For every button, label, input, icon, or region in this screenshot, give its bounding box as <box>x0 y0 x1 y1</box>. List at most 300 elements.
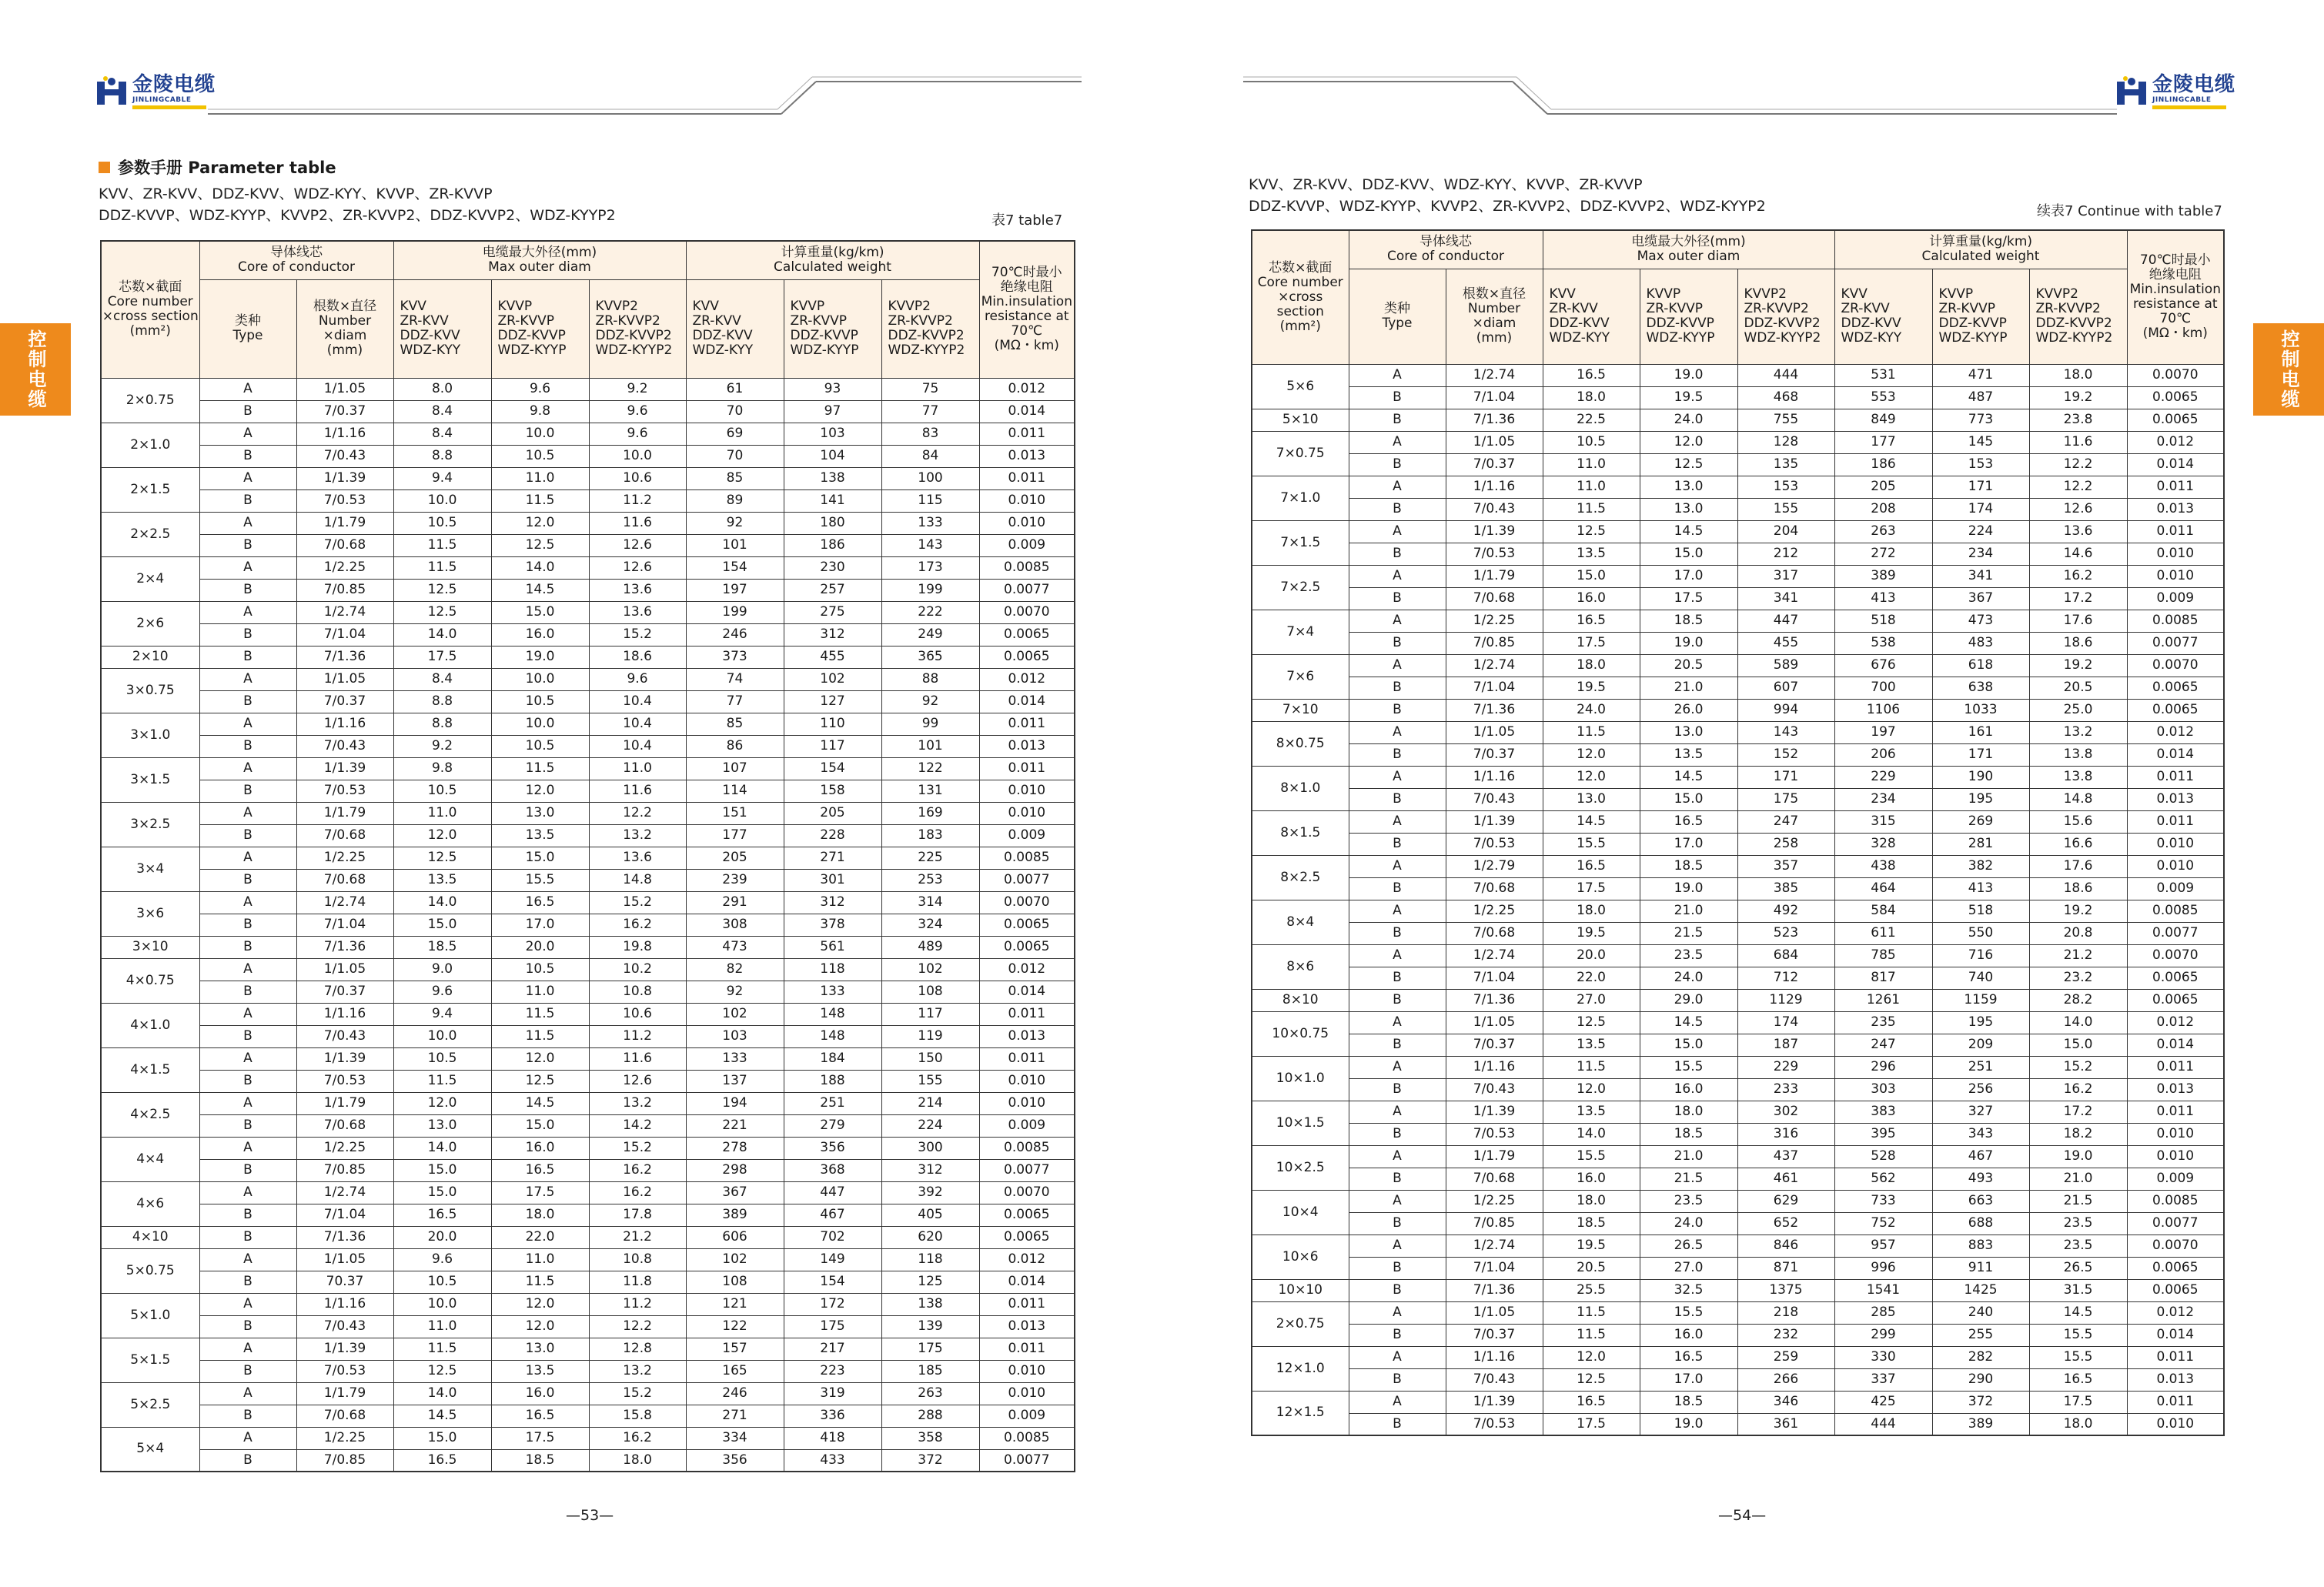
table-cell: B <box>199 646 296 668</box>
table-cell: 8.0 <box>393 378 491 400</box>
table-cell: 7/0.37 <box>1446 1034 1543 1056</box>
table-cell: 301 <box>784 869 881 891</box>
table-cell: 455 <box>1737 632 1834 654</box>
table-cell: 217 <box>784 1338 881 1360</box>
header-max-outer-diam-line: 电缆最大外径(mm) <box>1631 234 1746 250</box>
table-cell: 0.011 <box>979 1003 1075 1025</box>
table-cell: 372 <box>1932 1391 2029 1413</box>
header-number-diam-line: ×diam <box>323 328 367 343</box>
table-cell: A <box>199 1293 296 1315</box>
table-cell: 12.0 <box>491 1047 589 1070</box>
table-cell: 229 <box>1737 1056 1834 1078</box>
table-cell: 17.2 <box>2029 587 2127 610</box>
table-cell: 11.2 <box>589 1293 686 1315</box>
table-cell: B <box>1349 1212 1446 1235</box>
table-cell: 0.009 <box>979 534 1075 556</box>
table-cell: 7/0.37 <box>1446 1324 1543 1346</box>
table-cell: 16.2 <box>589 1159 686 1181</box>
table-cell: B <box>1349 788 1446 810</box>
table-cell: 249 <box>881 623 979 646</box>
header-col-kvv-line: WDZ-KYY <box>400 342 461 358</box>
table-cell: 11.5 <box>393 534 491 556</box>
table-cell: 291 <box>686 891 784 914</box>
table-cell: 0.013 <box>979 1025 1075 1047</box>
table-cell: 1/1.16 <box>1446 766 1543 788</box>
table-cell: 114 <box>686 780 784 802</box>
header-insulation-resistance-line: (MΩ・km) <box>2142 326 2208 342</box>
core-spec-cell: 8×6 <box>1252 944 1349 989</box>
table-row <box>1252 654 2224 677</box>
table-cell: 817 <box>1834 967 1932 989</box>
table-cell: 16.2 <box>589 1181 686 1204</box>
table-cell: 7/1.04 <box>1446 386 1543 409</box>
table-cell: 8.8 <box>393 713 491 735</box>
table-cell: 17.6 <box>2029 610 2127 632</box>
table-cell: 108 <box>686 1271 784 1293</box>
table-cell: A <box>1349 1056 1446 1078</box>
table-cell: 18.5 <box>1640 610 1737 632</box>
header-col-kvvp2-line: WDZ-KYYP2 <box>2035 330 2113 346</box>
header-max-outer-diam-line: 电缆最大外径(mm) <box>482 245 597 261</box>
table-cell: 10.4 <box>589 690 686 713</box>
table-cell: B <box>199 869 296 891</box>
table-cell: 20.5 <box>1640 654 1737 677</box>
table-cell: 0.013 <box>2127 498 2224 520</box>
table-cell: 712 <box>1737 967 1834 989</box>
table-cell: 13.5 <box>491 824 589 847</box>
core-spec-cell: 7×2.5 <box>1252 565 1349 610</box>
header-insulation-resistance-line: Min.insulation <box>981 294 1072 310</box>
table-cell: 1/1.39 <box>296 467 393 489</box>
table-row <box>101 802 1075 824</box>
table-cell: B <box>199 1070 296 1092</box>
table-cell: 138 <box>784 467 881 489</box>
header-max-outer-diam <box>1543 230 1834 269</box>
table-cell: 8.4 <box>393 400 491 423</box>
table-cell: 11.5 <box>491 1025 589 1047</box>
table-cell: 0.0065 <box>979 646 1075 668</box>
core-spec-cell: 10×1.5 <box>1252 1101 1349 1145</box>
table-cell: 224 <box>1932 520 2029 543</box>
header-col-kvv-line: DDZ-KVV <box>1841 316 1901 331</box>
core-spec-cell: 7×1.5 <box>1252 520 1349 565</box>
table-cell: 205 <box>1834 476 1932 498</box>
table-cell: 257 <box>784 579 881 601</box>
table-cell: 174 <box>1932 498 2029 520</box>
table-cell: B <box>1349 833 1446 855</box>
table-cell: 104 <box>784 445 881 467</box>
table-cell: 7/0.43 <box>296 735 393 757</box>
table-cell: 0.013 <box>2127 1368 2224 1391</box>
table-cell: 259 <box>1737 1346 1834 1368</box>
table-cell: 0.0065 <box>2127 1279 2224 1301</box>
table-cell: 16.0 <box>1640 1324 1737 1346</box>
table-cell: 7/0.85 <box>1446 632 1543 654</box>
table-cell: B <box>1349 877 1446 900</box>
table-cell: 16.0 <box>1543 587 1640 610</box>
table-cell: 10.5 <box>491 445 589 467</box>
table-cell: 138 <box>881 1293 979 1315</box>
header-col-kvv-line: WDZ-KYY <box>1841 330 1902 346</box>
table-cell: 7/0.68 <box>296 534 393 556</box>
table-cell: A <box>199 601 296 623</box>
core-spec-cell: 3×1.5 <box>101 757 199 802</box>
table-cell: 444 <box>1834 1413 1932 1435</box>
header-col-kvvp2-line: KVVP2 <box>888 299 931 314</box>
table-cell: 7/1.36 <box>1446 409 1543 431</box>
table-cell: 133 <box>784 981 881 1003</box>
core-spec-cell: 5×2.5 <box>101 1382 199 1427</box>
table-cell: 12.0 <box>1543 766 1640 788</box>
table-cell: 24.0 <box>1543 699 1640 721</box>
header-col-kvvp2 <box>881 279 979 378</box>
table-cell: B <box>199 735 296 757</box>
header-col-kvv-line: ZR-KVV <box>1549 301 1598 316</box>
header-col-kvvp2-line: WDZ-KYYP2 <box>595 342 673 358</box>
table-cell: 0.0085 <box>979 847 1075 869</box>
table-cell: 740 <box>1932 967 2029 989</box>
table-cell: 77 <box>881 400 979 423</box>
table-cell: 12.6 <box>589 1070 686 1092</box>
header-core-number <box>1252 230 1349 364</box>
table-cell: 16.5 <box>1640 810 1737 833</box>
table-cell: 197 <box>1834 721 1932 743</box>
table-cell: B <box>199 1159 296 1181</box>
header-conductor <box>1349 230 1543 269</box>
header-col-kvvp <box>784 279 881 378</box>
table-cell: 22.5 <box>1543 409 1640 431</box>
table-cell: 187 <box>1737 1034 1834 1056</box>
table-cell: 15.0 <box>393 1159 491 1181</box>
table-cell: 10.8 <box>589 981 686 1003</box>
table-cell: 1/1.05 <box>1446 721 1543 743</box>
table-cell: B <box>199 1025 296 1047</box>
table-cell: 12.5 <box>1543 520 1640 543</box>
table-row <box>1252 1257 2224 1279</box>
table-cell: 175 <box>881 1338 979 1360</box>
table-cell: A <box>1349 1235 1446 1257</box>
table-cell: 17.5 <box>1543 877 1640 900</box>
core-spec-cell: 3×0.75 <box>101 668 199 713</box>
table-cell: 0.0065 <box>2127 386 2224 409</box>
table-cell: 0.010 <box>2127 855 2224 877</box>
table-cell: 389 <box>1932 1413 2029 1435</box>
core-spec-cell: 10×4 <box>1252 1190 1349 1235</box>
table-cell: 97 <box>784 400 881 423</box>
table-cell: 117 <box>784 735 881 757</box>
table-cell: 1/1.16 <box>296 713 393 735</box>
table-cell: 154 <box>784 1271 881 1293</box>
table-row <box>101 467 1075 489</box>
table-cell: 152 <box>1737 743 1834 766</box>
table-cell: 122 <box>881 757 979 780</box>
table-cell: 0.0077 <box>2127 632 2224 654</box>
table-cell: 0.0085 <box>979 1427 1075 1449</box>
table-row <box>1252 543 2224 565</box>
table-cell: 230 <box>784 556 881 579</box>
table-cell: 84 <box>881 445 979 467</box>
table-cell: 846 <box>1737 1235 1834 1257</box>
header-core-number <box>101 241 199 378</box>
table-row <box>101 579 1075 601</box>
table-cell: 15.5 <box>2029 1324 2127 1346</box>
table-row <box>101 623 1075 646</box>
core-spec-cell: 7×4 <box>1252 610 1349 654</box>
table-cell: 88 <box>881 668 979 690</box>
table-cell: 405 <box>881 1204 979 1226</box>
table-cell: 317 <box>1737 565 1834 587</box>
table-cell: 19.0 <box>2029 1145 2127 1168</box>
table-cell: 550 <box>1932 922 2029 944</box>
table-cell: 10.5 <box>1543 431 1640 453</box>
table-cell: 638 <box>1932 677 2029 699</box>
table-cell: 21.5 <box>1640 922 1737 944</box>
table-row <box>101 1070 1075 1092</box>
table-cell: 9.6 <box>589 668 686 690</box>
table-cell: 464 <box>1834 877 1932 900</box>
table-cell: B <box>1349 1279 1446 1301</box>
header-insulation-resistance-line: 70℃时最小 <box>991 265 1062 281</box>
table-cell: B <box>1349 632 1446 654</box>
table-cell: 103 <box>686 1025 784 1047</box>
table-cell: 70.37 <box>296 1271 393 1293</box>
table-cell: 7/0.37 <box>1446 743 1543 766</box>
core-spec-cell: 8×10 <box>1252 989 1349 1011</box>
table-cell: B <box>1349 386 1446 409</box>
core-spec-cell: 12×1.0 <box>1252 1346 1349 1391</box>
table-cell: 0.0077 <box>979 1449 1075 1472</box>
core-spec-cell: 8×1.5 <box>1252 810 1349 855</box>
table-cell: 1/1.16 <box>296 1003 393 1025</box>
table-cell: 11.0 <box>1543 476 1640 498</box>
table-cell: 0.010 <box>979 512 1075 534</box>
table-cell: 234 <box>1932 543 2029 565</box>
core-spec-cell: 10×1.0 <box>1252 1056 1349 1101</box>
table-cell: 523 <box>1737 922 1834 944</box>
table-cell: 23.8 <box>2029 409 2127 431</box>
table-cell: B <box>199 489 296 512</box>
table-cell: 19.2 <box>2029 900 2127 922</box>
table-cell: 281 <box>1932 833 2029 855</box>
table-cell: 0.0085 <box>979 556 1075 579</box>
table-cell: 1/2.74 <box>296 1181 393 1204</box>
table-cell: 11.8 <box>589 1271 686 1293</box>
table-cell: A <box>1349 565 1446 587</box>
table-cell: 0.011 <box>979 423 1075 445</box>
table-cell: 528 <box>1834 1145 1932 1168</box>
table-cell: 9.6 <box>393 981 491 1003</box>
table-cell: 1261 <box>1834 989 1932 1011</box>
table-cell: 473 <box>1932 610 2029 632</box>
table-cell: 492 <box>1737 900 1834 922</box>
header-number-diam <box>296 279 393 378</box>
table-row <box>101 423 1075 445</box>
table-cell: 0.011 <box>979 467 1075 489</box>
table-row <box>1252 967 2224 989</box>
table-cell: B <box>1349 543 1446 565</box>
table-row <box>101 1181 1075 1204</box>
table-cell: B <box>1349 677 1446 699</box>
table-cell: 0.013 <box>979 445 1075 467</box>
table-cell: 21.0 <box>1640 1145 1737 1168</box>
table-row <box>101 757 1075 780</box>
table-cell: 334 <box>686 1427 784 1449</box>
table-cell: 7/0.68 <box>296 869 393 891</box>
table-cell: 7/1.04 <box>1446 967 1543 989</box>
table-cell: 15.0 <box>491 847 589 869</box>
page-number-left: —53— <box>566 1507 614 1524</box>
table-cell: B <box>1349 1413 1446 1435</box>
table-cell: 0.0070 <box>2127 944 2224 967</box>
table-row <box>101 646 1075 668</box>
table-cell: 16.5 <box>2029 1368 2127 1391</box>
table-cell: 0.010 <box>2127 1413 2224 1435</box>
table-cell: 702 <box>784 1226 881 1248</box>
table-cell: 0.010 <box>979 1382 1075 1405</box>
table-cell: 185 <box>881 1360 979 1382</box>
table-cell: 14.5 <box>1640 766 1737 788</box>
side-tab-right <box>2253 323 2324 416</box>
table-cell: 21.0 <box>2029 1168 2127 1190</box>
table-cell: 14.0 <box>393 1382 491 1405</box>
table-cell: 13.5 <box>1640 743 1737 766</box>
table-row <box>101 601 1075 623</box>
table-cell: A <box>1349 1301 1446 1324</box>
core-spec-cell: 3×2.5 <box>101 802 199 847</box>
table-cell: 8.8 <box>393 690 491 713</box>
table-row <box>1252 743 2224 766</box>
table-cell: B <box>1349 1368 1446 1391</box>
table-row <box>101 1248 1075 1271</box>
table-row <box>101 1092 1075 1114</box>
model-line-1: KVV、ZR-KVV、DDZ-KVV、WDZ-KYY、KVVP、ZR-KVVP <box>99 185 493 202</box>
table-cell: 341 <box>1737 587 1834 610</box>
header-col-kvvp-line: KVVP <box>497 299 533 314</box>
table-cell: 13.0 <box>491 802 589 824</box>
table-cell: 17.0 <box>1640 833 1737 855</box>
table-cell: 13.6 <box>589 847 686 869</box>
table-cell: 12.2 <box>2029 453 2127 476</box>
header-insulation-resistance-line: 绝缘电阻 <box>2148 267 2202 283</box>
table-cell: 0.009 <box>979 1114 1075 1137</box>
table-cell: 7/0.43 <box>1446 1078 1543 1101</box>
core-spec-cell: 7×10 <box>1252 699 1349 721</box>
table-cell: 0.0065 <box>979 936 1075 958</box>
table-cell: 18.6 <box>2029 877 2127 900</box>
table-cell: 246 <box>686 623 784 646</box>
table-cell: 0.0070 <box>2127 1235 2224 1257</box>
table-row <box>1252 721 2224 743</box>
table-cell: 19.8 <box>589 936 686 958</box>
table-cell: 20.5 <box>1543 1257 1640 1279</box>
table-row <box>101 690 1075 713</box>
table-cell: 0.010 <box>2127 1123 2224 1145</box>
table-cell: 14.5 <box>491 1092 589 1114</box>
table-cell: 389 <box>686 1204 784 1226</box>
table-cell: 0.011 <box>979 713 1075 735</box>
table-cell: 620 <box>881 1226 979 1248</box>
table-cell: 161 <box>1932 721 2029 743</box>
header-col-kvv <box>686 279 784 378</box>
table-cell: 1/2.74 <box>296 891 393 914</box>
table-row <box>1252 1235 2224 1257</box>
table-cell: 0.0077 <box>2127 1212 2224 1235</box>
table-cell: 223 <box>784 1360 881 1382</box>
table-cell: 0.010 <box>979 1070 1075 1092</box>
table-cell: 0.011 <box>2127 810 2224 833</box>
header-col-kvvp2-line: ZR-KVVP2 <box>595 313 660 329</box>
table-cell: 341 <box>1932 565 2029 587</box>
header-col-kvvp2 <box>2029 269 2127 364</box>
table-row <box>101 1204 1075 1226</box>
table-cell: 553 <box>1834 386 1932 409</box>
table-cell: 119 <box>881 1025 979 1047</box>
table-cell: 16.5 <box>1543 1391 1640 1413</box>
table-cell: 204 <box>1737 520 1834 543</box>
section-title <box>99 155 336 179</box>
table-cell: 1/2.74 <box>1446 654 1543 677</box>
table-cell: 135 <box>1737 453 1834 476</box>
table-cell: 11.5 <box>1543 1056 1640 1078</box>
table-cell: 251 <box>1932 1056 2029 1078</box>
table-cell: 1/1.16 <box>1446 476 1543 498</box>
header-col-kvvp2-line: WDZ-KYYP2 <box>1744 330 1821 346</box>
table-cell: B <box>1349 1078 1446 1101</box>
table-cell: 139 <box>881 1315 979 1338</box>
header-col-kvvp <box>1932 269 2029 364</box>
table-cell: B <box>1349 743 1446 766</box>
core-spec-cell: 2×4 <box>101 556 199 601</box>
table-cell: 1/1.39 <box>1446 520 1543 543</box>
table-cell: 471 <box>1932 364 2029 386</box>
header-col-kvv-line: KVV <box>1549 286 1576 302</box>
table-cell: 356 <box>784 1137 881 1159</box>
table-row <box>101 445 1075 467</box>
table-cell: 1/1.79 <box>1446 1145 1543 1168</box>
table-cell: 271 <box>686 1405 784 1427</box>
table-row <box>101 1226 1075 1248</box>
core-spec-cell: 4×0.75 <box>101 958 199 1003</box>
table-cell: 235 <box>1834 1011 1932 1034</box>
table-cell: 255 <box>1932 1324 2029 1346</box>
core-spec-cell: 5×0.75 <box>101 1248 199 1293</box>
table-cell: 437 <box>1737 1145 1834 1168</box>
table-cell: 27.0 <box>1543 989 1640 1011</box>
table-cell: 629 <box>1737 1190 1834 1212</box>
core-spec-cell: 7×0.75 <box>1252 431 1349 476</box>
header-calculated-weight-line: Calculated weight <box>1921 249 2040 265</box>
table-cell: 368 <box>784 1159 881 1181</box>
table-cell: 8.4 <box>393 668 491 690</box>
table-cell: 172 <box>784 1293 881 1315</box>
table-cell: 11.6 <box>589 1047 686 1070</box>
table-cell: 153 <box>1737 476 1834 498</box>
table-cell: B <box>199 1405 296 1427</box>
table-cell: 996 <box>1834 1257 1932 1279</box>
table-cell: 13.2 <box>589 1360 686 1382</box>
header-max-outer-diam-line: Max outer diam <box>488 259 591 276</box>
table-cell: 158 <box>784 780 881 802</box>
header-insulation-resistance-line: 绝缘电阻 <box>1000 279 1053 296</box>
table-cell: 0.011 <box>2127 766 2224 788</box>
table-cell: 361 <box>1737 1413 1834 1435</box>
table-row <box>101 1449 1075 1472</box>
table-cell: 10.5 <box>393 1271 491 1293</box>
table-cell: 606 <box>686 1226 784 1248</box>
table-cell: 10.0 <box>393 1025 491 1047</box>
table-cell: A <box>1349 654 1446 677</box>
table-cell: 663 <box>1932 1190 2029 1212</box>
